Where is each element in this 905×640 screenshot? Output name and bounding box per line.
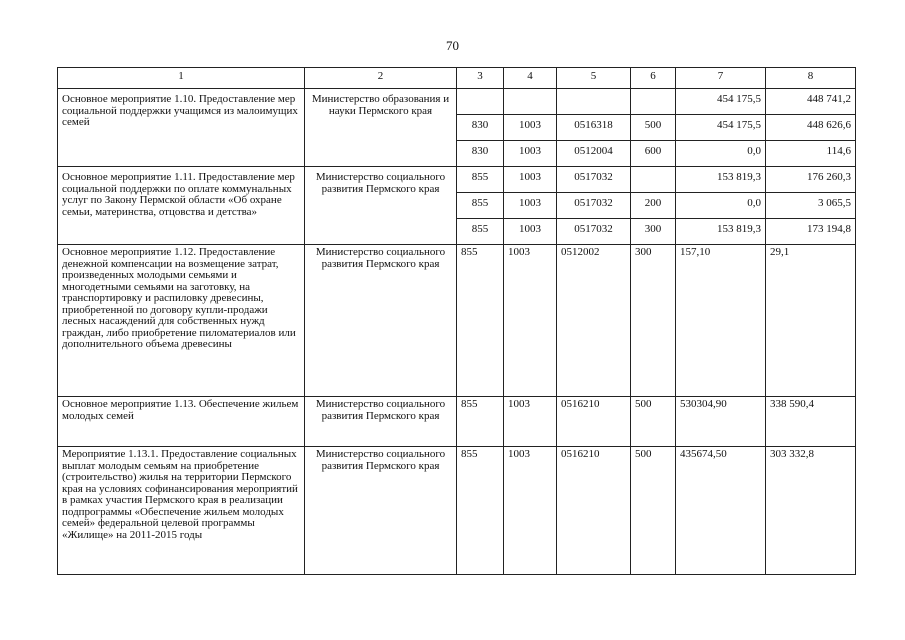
header-cell: 3 xyxy=(457,68,504,89)
table-row xyxy=(58,167,856,193)
cell-amount-7: 0,0 xyxy=(676,141,766,167)
agency-cell: Министерство образования и науки Пермского края xyxy=(305,89,457,167)
header-cell: 5 xyxy=(557,68,631,89)
cell-kind: 500 xyxy=(631,397,676,447)
cell-amount-7: 153 819,3 xyxy=(676,219,766,245)
cell-target: 0517032 xyxy=(557,193,631,219)
cell-kind: 500 xyxy=(631,447,676,575)
cell-grbs xyxy=(457,89,504,115)
cell-amount-7: 454 175,5 xyxy=(676,89,766,115)
cell-section: 1003 xyxy=(504,447,557,575)
cell-amount-7: 530304,90 xyxy=(676,397,766,447)
budget-table xyxy=(57,67,856,575)
cell-target xyxy=(557,89,631,115)
cell-kind xyxy=(631,167,676,193)
cell-target: 0516210 xyxy=(557,447,631,575)
cell-amount-8: 338 590,4 xyxy=(766,397,856,447)
cell-target: 0512004 xyxy=(557,141,631,167)
cell-section: 1003 xyxy=(504,193,557,219)
cell-amount-7: 454 175,5 xyxy=(676,115,766,141)
header-cell: 6 xyxy=(631,68,676,89)
cell-target: 0517032 xyxy=(557,219,631,245)
cell-amount-7: 157,10 xyxy=(676,245,766,397)
header-row xyxy=(58,68,856,89)
cell-target: 0516210 xyxy=(557,397,631,447)
agency-cell: Министерство социального развития Пермского края xyxy=(305,447,457,575)
header-cell: 1 xyxy=(58,68,305,89)
cell-grbs: 830 xyxy=(457,115,504,141)
cell-kind: 300 xyxy=(631,219,676,245)
cell-section: 1003 xyxy=(504,245,557,397)
cell-amount-8: 173 194,8 xyxy=(766,219,856,245)
header-cell: 4 xyxy=(504,68,557,89)
page-number: 70 xyxy=(446,38,459,53)
cell-section xyxy=(504,89,557,115)
table-row xyxy=(58,397,856,447)
cell-grbs: 855 xyxy=(457,245,504,397)
cell-grbs: 830 xyxy=(457,141,504,167)
activity-label: Основное мероприятие 1.11. Предоставление мер социальной поддержки по оплате коммунальных услуг по Закону Пермской области «Об охране семьи, материнства, отцовства и детства» xyxy=(58,167,305,245)
cell-kind: 200 xyxy=(631,193,676,219)
cell-amount-7: 153 819,3 xyxy=(676,167,766,193)
cell-amount-8: 114,6 xyxy=(766,141,856,167)
table-row xyxy=(58,447,856,575)
cell-section: 1003 xyxy=(504,219,557,245)
activity-label: Мероприятие 1.13.1. Предоставление социальных выплат молодым семьям на приобретение (строительство) жилья на территории Пермского края на условиях софинансирования мероприятий в рамках участия Пермского края в реализации подпрограммы «Обеспечение жильем молодых семей» федеральной целевой программы «Жилище» на 2011-2015 годы xyxy=(58,447,305,575)
cell-section: 1003 xyxy=(504,167,557,193)
header-cell: 2 xyxy=(305,68,457,89)
cell-section: 1003 xyxy=(504,141,557,167)
activity-label: Основное мероприятие 1.10. Предоставление мер социальной поддержки учащимся из малоимущих семей xyxy=(58,89,305,167)
header-cell: 8 xyxy=(766,68,856,89)
cell-target: 0512002 xyxy=(557,245,631,397)
cell-grbs: 855 xyxy=(457,167,504,193)
cell-amount-8: 448 626,6 xyxy=(766,115,856,141)
cell-amount-8: 176 260,3 xyxy=(766,167,856,193)
cell-amount-8: 3 065,5 xyxy=(766,193,856,219)
cell-grbs: 855 xyxy=(457,397,504,447)
activity-label: Основное мероприятие 1.12. Предоставление денежной компенсации на возмещение затрат, произведенных молодыми семьями и многодетными семьями на заготовку, на транспортировку и распиловку древесины, приобретенной по договору купли-продажи лесных насаждений для собственных нужд граждан, либо приобретение пиломатериалов или дополнительного объема древесины xyxy=(58,245,305,397)
cell-amount-7: 435674,50 xyxy=(676,447,766,575)
cell-section: 1003 xyxy=(504,115,557,141)
cell-kind: 300 xyxy=(631,245,676,397)
cell-target: 0516318 xyxy=(557,115,631,141)
activity-label: Основное мероприятие 1.13. Обеспечение жильем молодых семей xyxy=(58,397,305,447)
header-cell: 7 xyxy=(676,68,766,89)
cell-amount-8: 303 332,8 xyxy=(766,447,856,575)
cell-section: 1003 xyxy=(504,397,557,447)
cell-kind xyxy=(631,89,676,115)
table-row xyxy=(58,245,856,397)
cell-amount-8: 448 741,2 xyxy=(766,89,856,115)
cell-amount-8: 29,1 xyxy=(766,245,856,397)
cell-grbs: 855 xyxy=(457,219,504,245)
agency-cell: Министерство социального развития Пермского края xyxy=(305,245,457,397)
table-row xyxy=(58,89,856,115)
cell-kind: 600 xyxy=(631,141,676,167)
agency-cell: Министерство социального развития Пермского края xyxy=(305,167,457,245)
cell-grbs: 855 xyxy=(457,193,504,219)
cell-grbs: 855 xyxy=(457,447,504,575)
cell-target: 0517032 xyxy=(557,167,631,193)
cell-amount-7: 0,0 xyxy=(676,193,766,219)
cell-kind: 500 xyxy=(631,115,676,141)
agency-cell: Министерство социального развития Пермского края xyxy=(305,397,457,447)
